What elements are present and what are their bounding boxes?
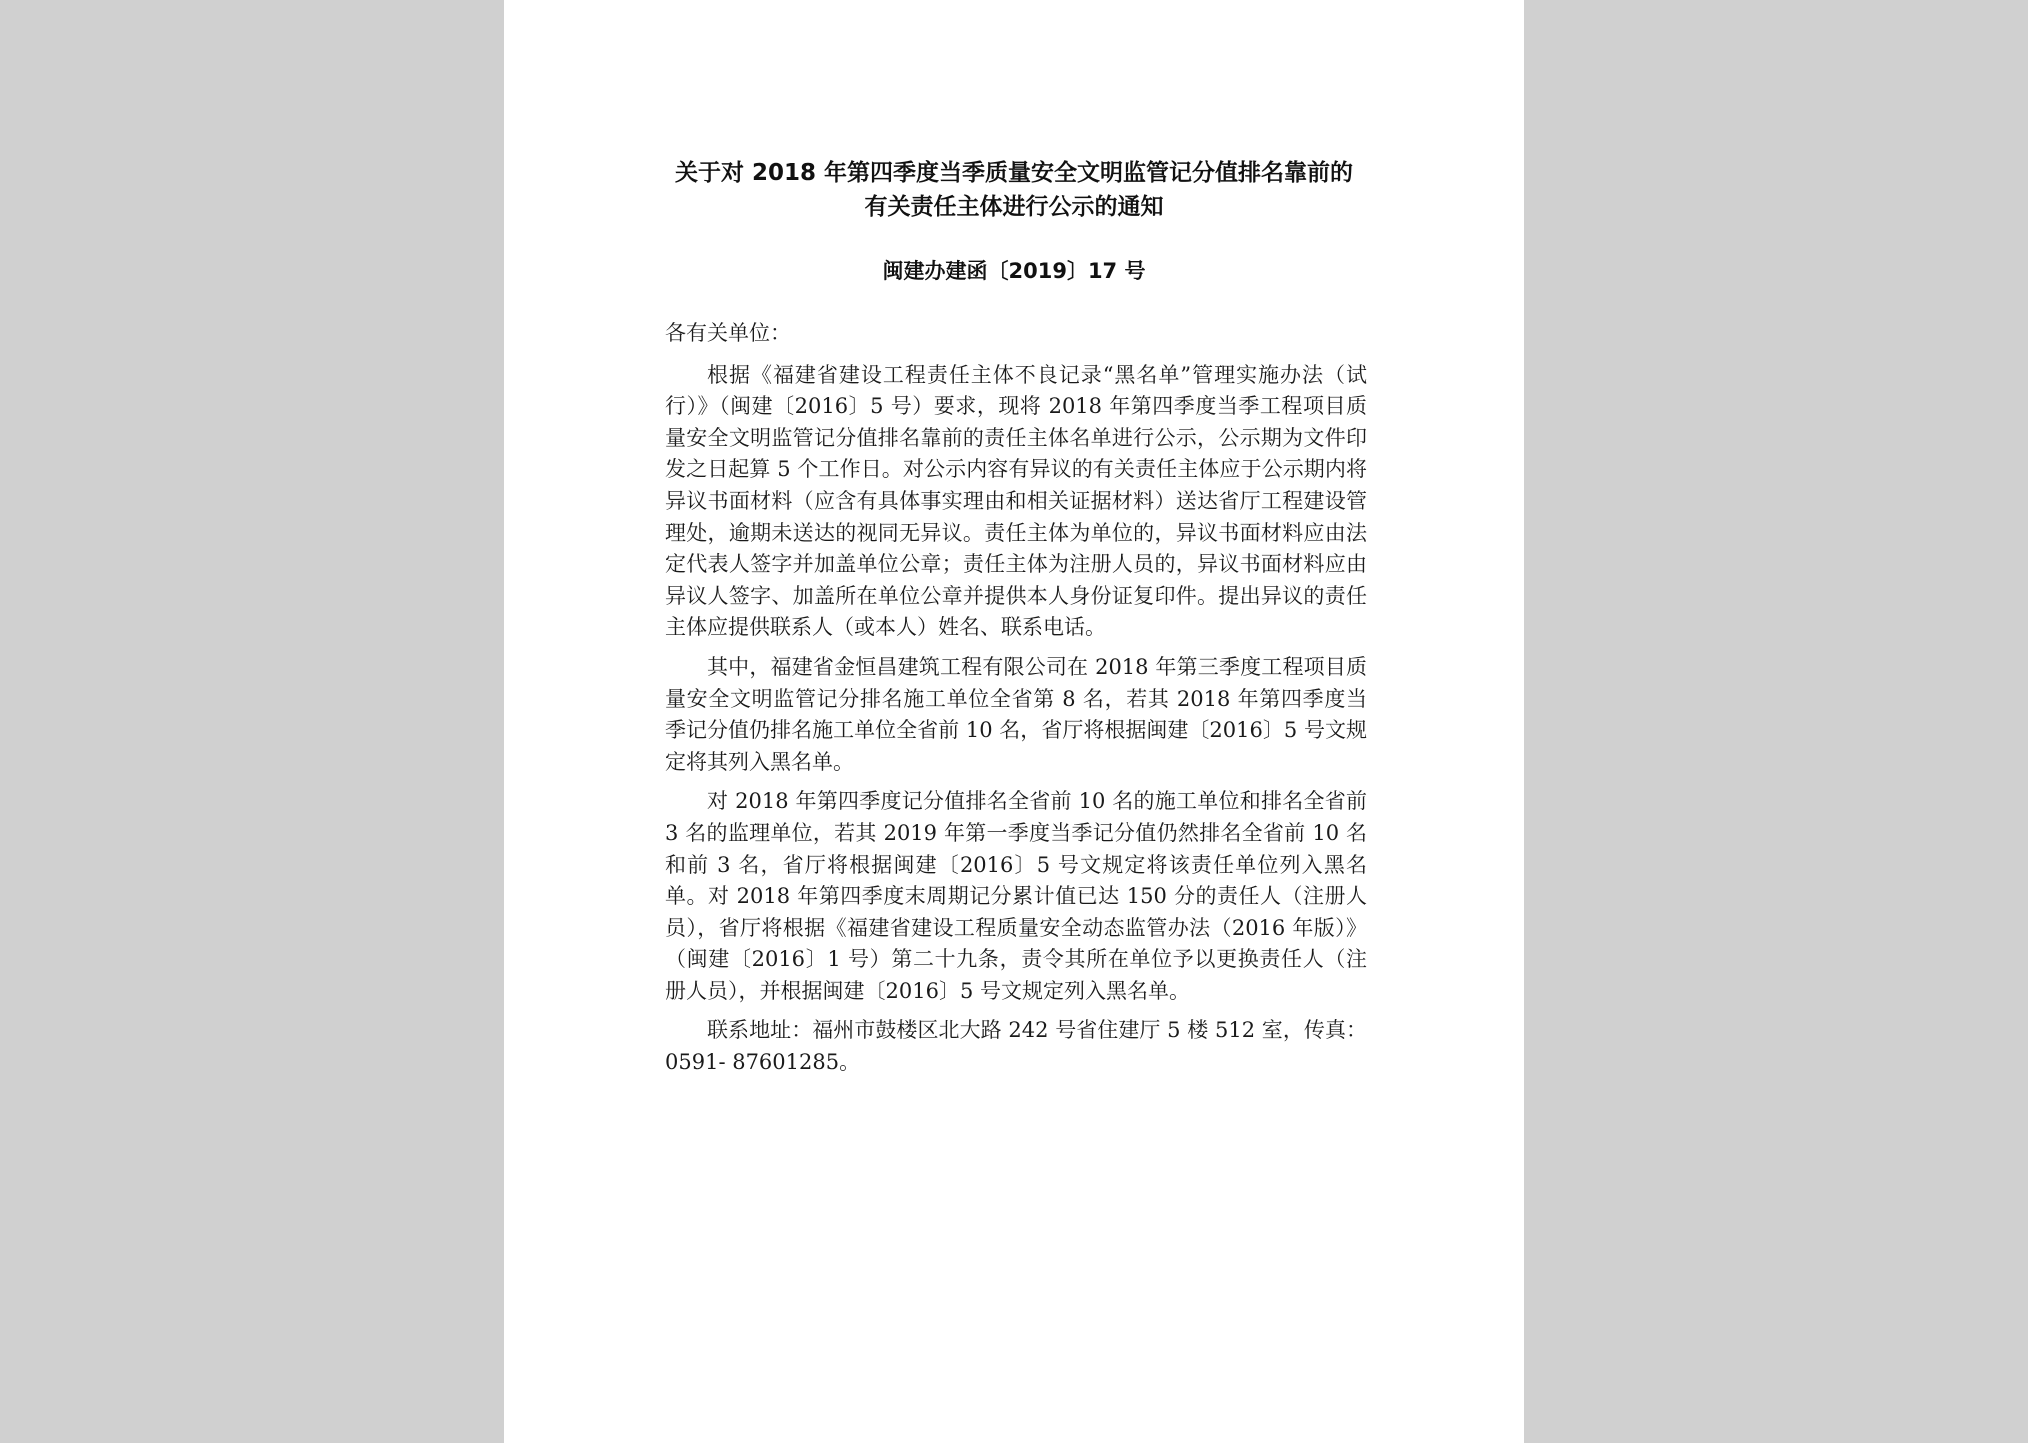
document-title-line-2: 有关责任主体进行公示的通知	[864, 194, 1164, 220]
document-body	[665, 318, 1367, 1087]
paragraph-1: 根据《福建省建设工程责任主体不良记录“黑名单”管理实施办法（试行）》（闽建〔2016〕5 号）要求，现将 2018 年第四季度当季工程项目质量安全文明监管记分值排名靠前的责任主体名单进行公示，公示期为文件印发之日起算 5 个工作日。对公示内容有异议的有关责任主体应于公示期内将异议书面材料（应含有具体事实理由和相关证据材料）送达省厅工程建设管理处，逾期未送达的视同无异议。责任主体为单位的，异议书面材料应由法定代表人签字并加盖单位公章；责任主体为注册人员的，异议书面材料应由异议人签字、加盖所在单位公章并提供本人身份证复印件。提出异议的责任主体应提供联系人（或本人）姓名、联系电话。	[665, 362, 1367, 640]
document-title-line-1: 关于对 2018 年第四季度当季质量安全文明监管记分值排名靠前的	[674, 160, 1354, 186]
document-title	[504, 156, 1524, 224]
paragraph-4: 联系地址：福州市鼓楼区北大路 242 号省住建厅 5 楼 512 室，传真：0591- 87601285。	[665, 1018, 1367, 1075]
document-number: 闽建办建函〔2019〕17 号	[882, 259, 1146, 283]
paragraph-3: 对 2018 年第四季度记分值排名全省前 10 名的施工单位和排名全省前 3 名的监理单位，若其 2019 年第一季度当季记分值仍然排名全省前 10 名和前 3 名，省厅将根据闽建〔2016〕5 号文规定将该责任单位列入黑名单。对 2018 年第四季度末周期记分累计值已达 150 分的责任人（注册人员），省厅将根据《福建省建设工程质量安全动态监管办法（2016 年版）》（闽建〔2016〕1 号）第二十九条，责令其所在单位予以更换责任人（注册人员），并根据闽建〔2016〕5 号文规定列入黑名单。	[665, 789, 1367, 1003]
paragraph-2: 其中，福建省金恒昌建筑工程有限公司在 2018 年第三季度工程项目质量安全文明监管记分排名施工单位全省第 8 名，若其 2018 年第四季度当季记分值仍排名施工单位全省前 10 名，省厅将根据闽建〔2016〕5 号文规定将其列入黑名单。	[665, 654, 1367, 774]
document-page	[504, 0, 1524, 1443]
salutation: 各有关单位：	[665, 321, 791, 345]
